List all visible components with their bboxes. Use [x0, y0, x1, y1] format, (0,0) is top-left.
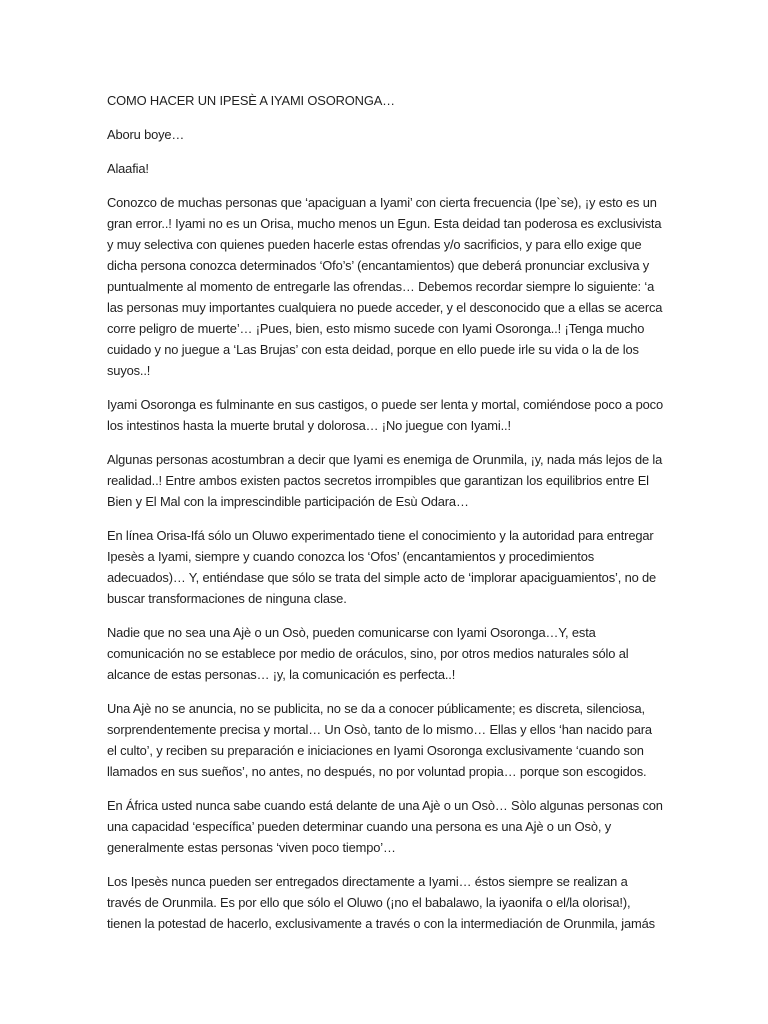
paragraph-1: Conozco de muchas personas que ‘apaciguan a Iyami’ con cierta frecuencia (Ipe`se), ¡y esto es un gran error..! Iyami no es un Orisa, mucho menos un Egun. Esta deidad tan poderosa es exclusivista y muy selectiva con quienes pueden hacerle estas ofrendas y/o sacrificios, y para ello exige que dicha persona conozca determinados ‘Ofo’s’ (encantamientos) que deberá pronunciar exclusiva y puntualmente al momento de entregarle las ofrendas… Debemos recordar siempre lo siguiente: ‘a las personas muy importantes cualquiera no puede acceder, y el desconocido que a ellas se acerca corre peligro de muerte’… ¡Pues, bien, esto mismo sucede con Iyami Osoronga..! ¡Tenga mucho cuidado y no juegue a ‘Las Brujas’ con esta deidad, porque en ello puede irle su vida o la de los suyos..!	[107, 195, 663, 378]
paragraph-7: En África usted nunca sabe cuando está delante de una Ajè o un Osò… Sòlo algunas personas con una capacidad ‘específica’ pueden determinar cuando una persona es una Ajè o un Osò, y generalmente estas personas ‘viven poco tiempo’…	[107, 798, 663, 855]
paragraph-3: Algunas personas acostumbran a decir que Iyami es enemiga de Orunmila, ¡y, nada más lejos de la realidad..! Entre ambos existen pactos secretos irrompibles que garantizan los equilibrios entre El Bien y El Mal con la imprescindible participación de Esù Odara…	[107, 452, 663, 509]
paragraph-5: Nadie que no sea una Ajè o un Osò, pueden comunicarse con Iyami Osoronga…Y, esta comunicación no se establece por medio de oráculos, sino, por otros medios naturales sólo al alcance de estas personas… ¡y, la comunicación es perfecta..!	[107, 625, 629, 682]
paragraph-4: En línea Orisa-Ifá sólo un Oluwo experimentado tiene el conocimiento y la autoridad para entregar Ipesès a Iyami, siempre y cuando conozca los ‘Ofos’ (encantamientos y procedimientos adecuados)… Y, entiéndase que sólo se trata del simple acto de ‘implorar apaciguamientos’, no de buscar transformaciones de ninguna clase.	[107, 528, 657, 606]
greeting-aboru: Aboru boye…	[107, 127, 185, 142]
paragraph-8: Los Ipesès nunca pueden ser entregados directamente a Iyami… éstos siempre se realizan a través de Orunmila. Es por ello que sólo el Oluwo (¡no el babalawo, la iyaonifa o el/la olorisa!), tienen la potestad de hacerlo, exclusivamente a través o con la intermediación de Orunmila, jamás	[107, 874, 655, 931]
greeting-alaafia: Alaafia!	[107, 161, 149, 176]
paragraph-2: Iyami Osoronga es fulminante en sus castigos, o puede ser lenta y mortal, comiéndose poco a poco los intestinos hasta la muerte brutal y dolorosa… ¡No juegue con Iyami..!	[107, 397, 663, 433]
document-page	[107, 90, 665, 947]
paragraph-6: Una Ajè no se anuncia, no se publicita, no se da a conocer públicamente; es discreta, silenciosa, sorprendentemente precisa y mortal… Un Osò, tanto de lo mismo… Ellas y ellos ‘han nacido para el culto’, y reciben su preparación e iniciaciones en Iyami Osoronga exclusivamente ‘cuando son llamados en sus sueños’, no antes, no después, no por voluntad propia… porque son escogidos.	[107, 701, 652, 779]
document-title: COMO HACER UN IPESÈ A IYAMI OSORONGA…	[107, 93, 395, 108]
